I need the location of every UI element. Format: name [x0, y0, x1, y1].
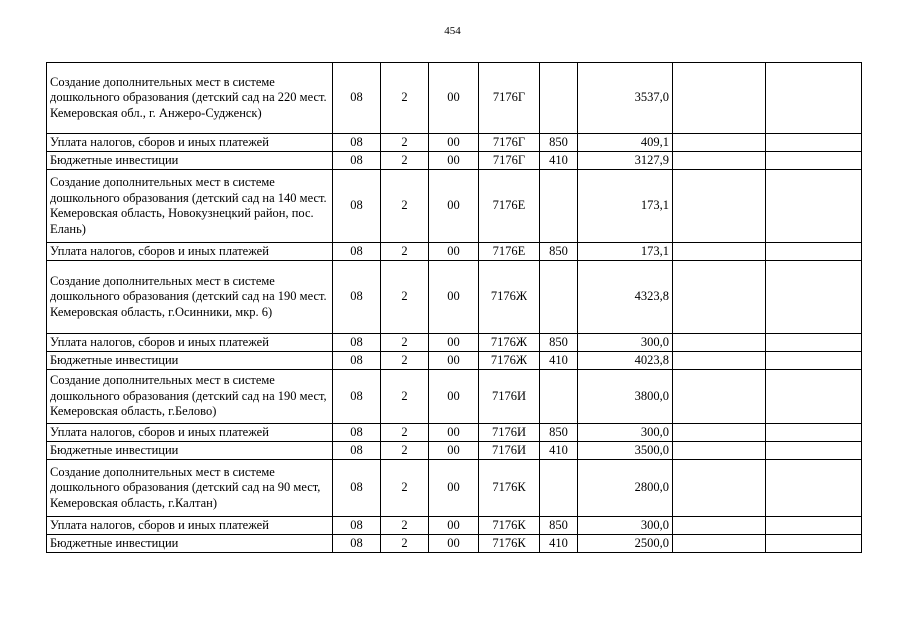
table-row [47, 352, 862, 370]
row-empty-cell [673, 352, 766, 370]
row-empty-cell [673, 442, 766, 460]
row-group: 00 [429, 63, 479, 134]
row-expense-kind [540, 63, 578, 134]
row-subsection: 2 [381, 134, 429, 152]
row-group: 00 [429, 442, 479, 460]
row-section: 08 [333, 460, 381, 517]
row-empty-cell [673, 517, 766, 535]
row-name: Бюджетные инвестиции [47, 442, 333, 460]
row-expense-kind: 850 [540, 334, 578, 352]
table-row [47, 460, 862, 517]
row-amount: 3537,0 [578, 63, 673, 134]
row-empty-cell [673, 535, 766, 553]
row-empty-cell [673, 460, 766, 517]
row-group: 00 [429, 170, 479, 243]
row-name: Создание дополнительных мест в системе дошкольного образования (детский сад на 90 мест, Кемеровская область, г.Калтан) [47, 460, 333, 517]
row-section: 08 [333, 535, 381, 553]
table-row [47, 170, 862, 243]
row-amount: 2500,0 [578, 535, 673, 553]
table-row [47, 334, 862, 352]
row-section: 08 [333, 170, 381, 243]
row-empty-cell [673, 424, 766, 442]
row-empty-cell [673, 334, 766, 352]
row-section: 08 [333, 370, 381, 424]
row-amount: 4323,8 [578, 261, 673, 334]
row-empty-cell [766, 517, 862, 535]
table-row [47, 261, 862, 334]
row-empty-cell [673, 243, 766, 261]
row-article: 7176К [479, 460, 540, 517]
row-name: Уплата налогов, сборов и иных платежей [47, 334, 333, 352]
row-empty-cell [766, 261, 862, 334]
row-section: 08 [333, 517, 381, 535]
row-expense-kind [540, 170, 578, 243]
row-empty-cell [673, 170, 766, 243]
row-group: 00 [429, 261, 479, 334]
row-subsection: 2 [381, 424, 429, 442]
row-empty-cell [766, 424, 862, 442]
row-amount: 173,1 [578, 243, 673, 261]
row-name: Создание дополнительных мест в системе дошкольного образования (детский сад на 220 мест. Кемеровская обл., г. Анжеро-Судженск) [47, 63, 333, 134]
row-expense-kind: 410 [540, 352, 578, 370]
row-name: Уплата налогов, сборов и иных платежей [47, 134, 333, 152]
budget-table [46, 62, 862, 553]
page-number: 454 [444, 25, 461, 37]
row-article: 7176Г [479, 63, 540, 134]
row-empty-cell [766, 460, 862, 517]
row-subsection: 2 [381, 63, 429, 134]
row-expense-kind [540, 460, 578, 517]
row-group: 00 [429, 352, 479, 370]
row-empty-cell [766, 63, 862, 134]
row-expense-kind [540, 261, 578, 334]
row-group: 00 [429, 334, 479, 352]
row-group: 00 [429, 370, 479, 424]
row-section: 08 [333, 442, 381, 460]
row-name: Создание дополнительных мест в системе дошкольного образования (детский сад на 140 мест. Кемеровская область, Новокузнецкий район, пос. Елань) [47, 170, 333, 243]
row-expense-kind [540, 370, 578, 424]
row-expense-kind: 850 [540, 517, 578, 535]
row-expense-kind: 850 [540, 134, 578, 152]
row-article: 7176Ж [479, 352, 540, 370]
row-amount: 3500,0 [578, 442, 673, 460]
row-empty-cell [766, 352, 862, 370]
row-empty-cell [766, 134, 862, 152]
row-amount: 409,1 [578, 134, 673, 152]
row-empty-cell [766, 243, 862, 261]
row-subsection: 2 [381, 442, 429, 460]
row-subsection: 2 [381, 517, 429, 535]
row-group: 00 [429, 460, 479, 517]
row-amount: 2800,0 [578, 460, 673, 517]
row-section: 08 [333, 134, 381, 152]
row-empty-cell [766, 152, 862, 170]
row-amount: 300,0 [578, 424, 673, 442]
row-empty-cell [673, 134, 766, 152]
table-row [47, 243, 862, 261]
row-expense-kind: 410 [540, 535, 578, 553]
table-row [47, 535, 862, 553]
row-group: 00 [429, 243, 479, 261]
row-amount: 300,0 [578, 334, 673, 352]
row-article: 7176И [479, 370, 540, 424]
row-subsection: 2 [381, 261, 429, 334]
row-expense-kind: 410 [540, 442, 578, 460]
row-expense-kind: 410 [540, 152, 578, 170]
row-subsection: 2 [381, 170, 429, 243]
row-subsection: 2 [381, 152, 429, 170]
row-amount: 173,1 [578, 170, 673, 243]
row-empty-cell [766, 170, 862, 243]
row-empty-cell [673, 63, 766, 134]
row-article: 7176Ж [479, 334, 540, 352]
row-section: 08 [333, 334, 381, 352]
row-empty-cell [766, 535, 862, 553]
row-name: Создание дополнительных мест в системе дошкольного образования (детский сад на 190 мест. Кемеровская область, г.Осинники, мкр. 6) [47, 261, 333, 334]
row-name: Бюджетные инвестиции [47, 535, 333, 553]
row-empty-cell [673, 370, 766, 424]
row-amount: 3127,9 [578, 152, 673, 170]
row-expense-kind: 850 [540, 424, 578, 442]
table-row [47, 370, 862, 424]
row-article: 7176И [479, 442, 540, 460]
table-row [47, 63, 862, 134]
table-row [47, 517, 862, 535]
row-empty-cell [673, 261, 766, 334]
table-row [47, 424, 862, 442]
row-empty-cell [673, 152, 766, 170]
row-empty-cell [766, 370, 862, 424]
row-subsection: 2 [381, 370, 429, 424]
row-article: 7176Е [479, 243, 540, 261]
row-section: 08 [333, 352, 381, 370]
row-expense-kind: 850 [540, 243, 578, 261]
row-amount: 3800,0 [578, 370, 673, 424]
row-subsection: 2 [381, 243, 429, 261]
row-empty-cell [766, 442, 862, 460]
row-name: Уплата налогов, сборов и иных платежей [47, 243, 333, 261]
row-subsection: 2 [381, 334, 429, 352]
row-section: 08 [333, 63, 381, 134]
row-name: Уплата налогов, сборов и иных платежей [47, 517, 333, 535]
row-article: 7176К [479, 517, 540, 535]
row-name: Бюджетные инвестиции [47, 152, 333, 170]
row-group: 00 [429, 134, 479, 152]
row-article: 7176Г [479, 152, 540, 170]
table-row [47, 134, 862, 152]
row-section: 08 [333, 261, 381, 334]
row-article: 7176Ж [479, 261, 540, 334]
row-subsection: 2 [381, 352, 429, 370]
row-group: 00 [429, 424, 479, 442]
row-section: 08 [333, 424, 381, 442]
row-article: 7176И [479, 424, 540, 442]
row-subsection: 2 [381, 535, 429, 553]
row-subsection: 2 [381, 460, 429, 517]
row-name: Создание дополнительных мест в системе дошкольного образования (детский сад на 190 мест, Кемеровская область, г.Белово) [47, 370, 333, 424]
row-empty-cell [766, 334, 862, 352]
table-body [47, 63, 862, 553]
row-section: 08 [333, 152, 381, 170]
row-article: 7176К [479, 535, 540, 553]
table-row [47, 152, 862, 170]
row-group: 00 [429, 152, 479, 170]
row-article: 7176Е [479, 170, 540, 243]
row-amount: 4023,8 [578, 352, 673, 370]
table-row [47, 442, 862, 460]
row-article: 7176Г [479, 134, 540, 152]
row-group: 00 [429, 517, 479, 535]
row-amount: 300,0 [578, 517, 673, 535]
row-group: 00 [429, 535, 479, 553]
row-section: 08 [333, 243, 381, 261]
row-name: Уплата налогов, сборов и иных платежей [47, 424, 333, 442]
row-name: Бюджетные инвестиции [47, 352, 333, 370]
